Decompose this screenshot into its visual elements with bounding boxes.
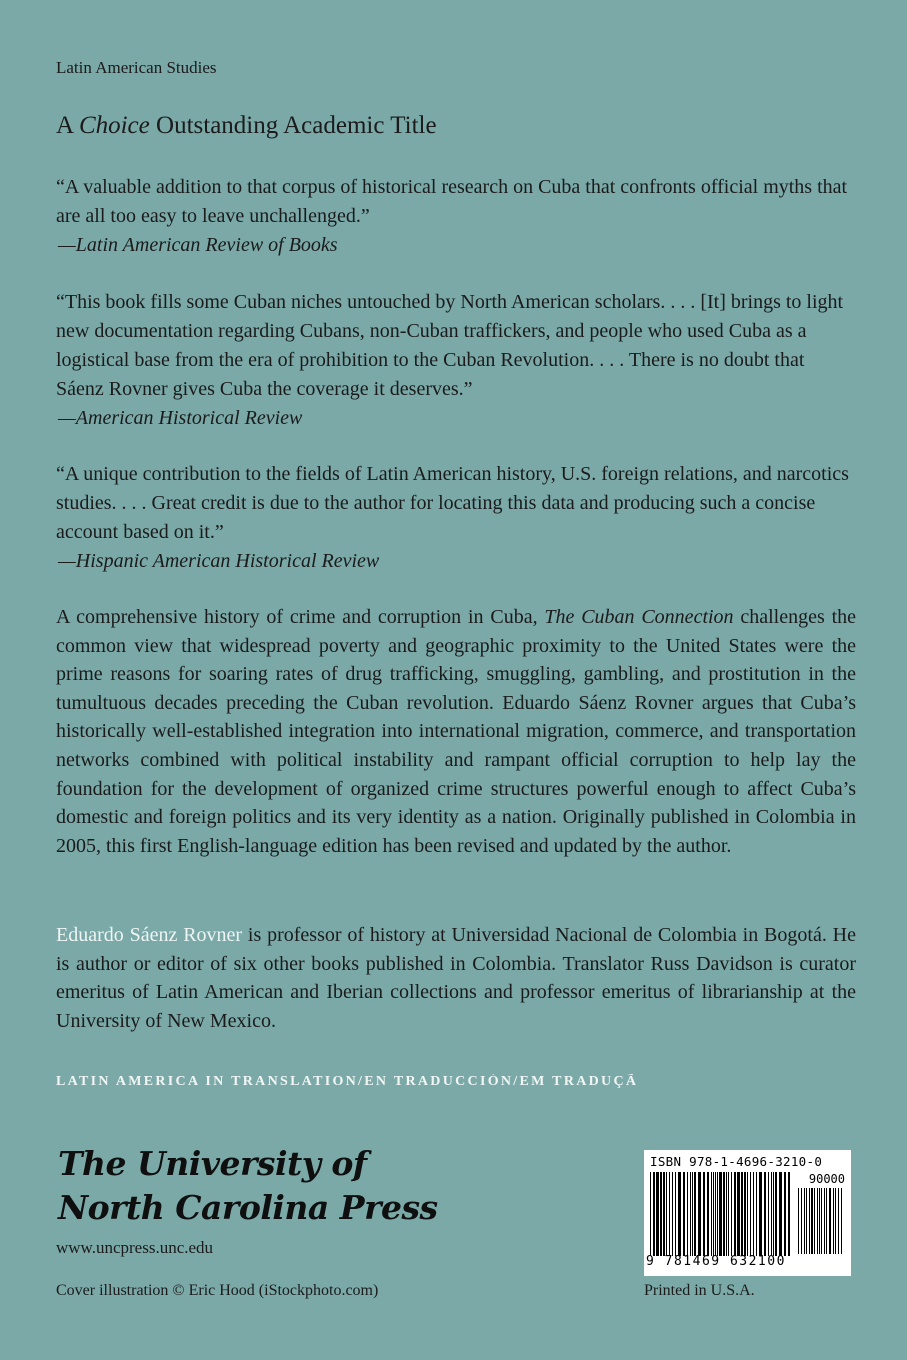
publisher-website: www.uncpress.unc.edu <box>56 1238 214 1257</box>
barcode-bar <box>784 1172 786 1256</box>
barcode-bar <box>728 1172 729 1256</box>
barcode-bar <box>838 1188 839 1254</box>
barcode-bar <box>826 1188 827 1254</box>
barcode-bar <box>804 1188 805 1254</box>
series-name: LATIN AMERICA IN TRANSLATION/EN TRADUCCIÓN/EM TRADUÇÃ <box>56 1074 639 1089</box>
barcode-bar <box>768 1172 769 1256</box>
barcode-bar <box>817 1188 818 1254</box>
barcode-bar <box>698 1172 701 1256</box>
barcode-bar <box>663 1172 665 1256</box>
quote-source: —Hispanic American Historical Review <box>58 550 380 572</box>
ean-bars <box>650 1172 792 1256</box>
barcode-bar <box>809 1188 810 1254</box>
barcode-bar <box>690 1172 691 1256</box>
ean-digits: 9 781469 632100 <box>646 1254 786 1269</box>
barcode-bar <box>737 1172 740 1256</box>
barcode-bar <box>775 1172 777 1256</box>
barcode-bar <box>811 1188 813 1254</box>
printed-location: Printed in U.S.A. <box>644 1282 755 1299</box>
barcode <box>644 1150 851 1276</box>
book-description <box>56 603 856 860</box>
barcode-bar <box>764 1172 766 1256</box>
barcode-bar <box>819 1188 820 1254</box>
barcode-bar <box>750 1172 751 1256</box>
barcode-bar <box>672 1172 673 1256</box>
barcode-bar <box>703 1172 705 1256</box>
barcode-bar <box>683 1172 685 1256</box>
quote-text: “A valuable addition to that corpus of historical research on Cuba that confronts official myths that are all too easy to leave unchallenged.” <box>56 176 848 227</box>
barcode-bar <box>656 1172 659 1256</box>
award-italic: Choice <box>78 112 150 139</box>
book-title: The Cuban Connection <box>544 606 734 628</box>
barcode-bar <box>779 1172 782 1256</box>
barcode-bar <box>833 1188 834 1254</box>
review-quote <box>56 173 856 260</box>
barcode-bar <box>711 1172 712 1256</box>
barcode-bar <box>788 1172 790 1256</box>
barcode-bar <box>713 1172 714 1256</box>
barcode-bar <box>723 1172 725 1256</box>
barcode-bar <box>741 1172 743 1256</box>
barcode-bar <box>759 1172 762 1256</box>
barcode-bar <box>707 1172 709 1256</box>
barcode-bar <box>726 1172 727 1256</box>
award-suffix: Outstanding Academic Title <box>149 112 437 139</box>
barcode-bar <box>835 1188 836 1254</box>
barcode-bar <box>660 1172 662 1256</box>
barcode-bar <box>744 1172 746 1256</box>
description-start: A comprehensive history of crime and corruption in Cuba, <box>56 606 545 628</box>
author-bio <box>56 921 856 1035</box>
description-rest: challenges the common view that widespread poverty and geographic proximity to the United States were the prime reasons for soaring rates of drug trafficking, smuggling, gambling, and prostitution in the tumultuous decades preceding the Cuban revolution. Eduardo Sáenz Rovner argues that Cuba’s historically well-established integration into international migration, commerce, and transportation networks combined with political instability and rampant official corruption to help lay the foundation for the development of organized crime structures powerful enough to affect Cuba’s domestic and foreign politics and its very identity as a nation. Originally published in Colombia in 2005, this first English-language edition has been revised and updated by the author. <box>56 606 857 857</box>
award-prefix: A <box>56 112 79 139</box>
barcode-bar <box>821 1188 822 1254</box>
quote-text: “A unique contribution to the fields of Latin American history, U.S. foreign relations, and narcotics studies. . . . Great credit is due to the author for locating this data and producing such a concise account based on it.” <box>56 463 849 543</box>
barcode-bar <box>678 1172 681 1256</box>
review-quote <box>56 288 856 433</box>
publisher-line-2: North Carolina Press <box>58 1188 438 1227</box>
quote-source: —Latin American Review of Books <box>58 234 338 256</box>
barcode-bar <box>669 1172 670 1256</box>
barcode-bar <box>675 1172 676 1256</box>
quote-text: “This book fills some Cuban niches untouched by North American scholars. . . . [It] brings to light new documentation regarding Cubans, non-Cuban traffickers, and people who used Cuba as a logistical base from the era of prohibition to the Cuban Revolution. . . . There is no doubt that Sáenz Rovner gives Cuba the coverage it deserves.” <box>56 291 844 400</box>
cover-credit: Cover illustration © Eric Hood (iStockphoto.com) <box>56 1282 379 1299</box>
isbn-label: ISBN 978-1-4696-3210-0 <box>650 1154 823 1169</box>
barcode-bar <box>753 1172 754 1256</box>
author-bio-text: is professor of history at Universidad Nacional de Colombia in Bogotá. He is author or editor of six other books published in Colombia. Translator Russ Davidson is curator emeritus of Latin American and Iberian collections and professor emeritus of librarianship at the University of New Mexico. <box>56 924 856 1032</box>
barcode-bar <box>747 1172 748 1256</box>
award-line <box>56 112 437 140</box>
publisher-logo <box>58 1142 438 1230</box>
barcode-bar <box>653 1172 655 1256</box>
barcode-bar <box>692 1172 693 1256</box>
barcode-bar <box>694 1172 696 1256</box>
barcode-bar <box>798 1188 799 1254</box>
barcode-bar <box>719 1172 722 1256</box>
barcode-bar <box>841 1188 842 1254</box>
barcode-bar <box>717 1172 718 1256</box>
price-bars <box>798 1188 844 1254</box>
barcode-bar <box>687 1172 688 1256</box>
author-name: Eduardo Sáenz Rovner <box>56 924 243 946</box>
barcode-bar <box>756 1172 757 1256</box>
barcode-bar <box>806 1188 807 1254</box>
barcode-bar <box>650 1172 651 1256</box>
barcode-bar <box>731 1172 732 1256</box>
barcode-bar <box>771 1172 772 1256</box>
barcode-bar <box>773 1172 774 1256</box>
price-code: 90000 <box>808 1172 845 1186</box>
quote-source: —American Historical Review <box>58 407 303 429</box>
barcode-bar <box>734 1172 736 1256</box>
publisher-line-1: The University of <box>58 1144 367 1183</box>
barcode-bar <box>666 1172 667 1256</box>
barcode-bar <box>829 1188 831 1254</box>
barcode-bar <box>715 1172 716 1256</box>
barcode-bar <box>824 1188 825 1254</box>
barcode-bar <box>801 1188 802 1254</box>
series-label: Latin American Studies <box>56 58 217 77</box>
review-quote <box>56 460 856 576</box>
barcode-bar <box>814 1188 815 1254</box>
